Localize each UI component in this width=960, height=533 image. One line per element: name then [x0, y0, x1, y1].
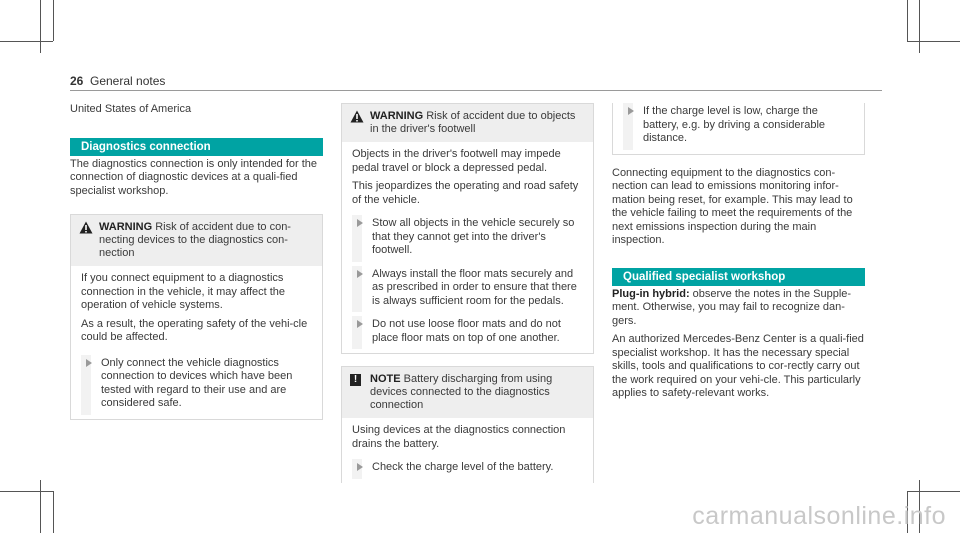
watermark: carmanualsonline.info [692, 502, 946, 530]
emissions-paragraph: Connecting equipment to the diagnostics con-nection can lead to emissions monitoring infor-mation being reset, for example. This may lead to the vehicle failing to meet the requirements of the next emissions inspection during the main inspection. [612, 166, 853, 246]
instruction-step [352, 217, 583, 258]
plugin-hybrid-text: observe the notes in the Supple-ment. Otherwise, you may fail to recognize dan-gers. [612, 287, 852, 327]
warning-title: Risk of accident due to con-necting devices to the diagnostics con-nection [99, 221, 291, 259]
note-body [613, 103, 864, 154]
note-box [341, 366, 594, 483]
step-arrow-icon [357, 270, 363, 278]
section-heading-diagnostics: Diagnostics connection [70, 138, 323, 156]
note-title: Battery discharging from using devices connected to the diagnostics connection [370, 373, 553, 411]
warning-label: WARNING [99, 221, 153, 233]
instruction-step [352, 318, 583, 345]
column-2 [341, 103, 594, 483]
step-text: Check the charge level of the battery. [372, 461, 554, 473]
step-text: Only connect the vehicle diagnostics connection to devices which have been tested with regard to their use and are considered safe. [101, 356, 293, 409]
step-text: If the charge level is low, charge the battery, e.g. by driving a considerable distance. [643, 105, 826, 144]
step-arrow-icon [357, 463, 363, 471]
warning-body [71, 266, 322, 419]
warning-title: Risk of accident due to objects in the driver's footwell [370, 110, 576, 135]
section-heading-qualified-workshop: Qualified specialist workshop [612, 268, 865, 286]
plugin-hybrid-paragraph [612, 288, 865, 329]
step-arrow-icon [357, 320, 363, 328]
note-label: NOTE [370, 373, 401, 385]
note-body [342, 418, 593, 483]
warning-paragraph: If you connect equipment to a diagnostics connection in the vehicle, it may affect the operation of vehicle systems. [81, 272, 286, 311]
column-3 [612, 103, 865, 401]
note-box-continued [612, 103, 865, 155]
exclamation-icon: ! [350, 374, 361, 386]
diagnostics-text: The diagnostics connection is only intended for the connection of diagnostic devices at a quali-fied specialist workshop. [70, 157, 318, 197]
region-label: United States of America [70, 103, 192, 115]
step-arrow-icon [628, 107, 634, 115]
plugin-hybrid-label: Plug-in hybrid: [612, 287, 690, 300]
page-number: 26 [70, 74, 84, 88]
warning-header [342, 104, 593, 142]
warning-paragraph: This jeopardizes the operating and road safety of the vehicle. [352, 180, 579, 206]
instruction-step [81, 357, 312, 411]
step-arrow-icon [357, 219, 363, 227]
step-text: Always install the floor mats securely and as prescribed in order to ensure that there is always sufficient room for the pedals. [372, 267, 577, 307]
warning-paragraph: As a result, the operating safety of the vehi-cle could be affected. [81, 317, 308, 343]
warning-body [342, 142, 593, 353]
column-1 [70, 103, 323, 420]
warning-paragraph: Objects in the driver's footwell may impede pedal travel or block a depressed pedal. [352, 148, 561, 174]
step-arrow-icon [86, 359, 92, 367]
step-text: Stow all objects in the vehicle securely so that they cannot get into the driver's footwell. [372, 217, 575, 256]
warning-box [70, 214, 323, 420]
note-paragraph: Using devices at the diagnostics connection drains the battery. [352, 424, 566, 450]
step-text: Do not use loose floor mats and do not place floor mats on top of one another. [372, 318, 561, 344]
warning-box [341, 103, 594, 354]
warning-triangle-icon [350, 110, 364, 123]
workshop-paragraph: An authorized Mercedes-Benz Center is a quali-fied specialist workshop. It has the necessary special skills, tools and qualifications to cor-rectly carry out the work required on your vehi-cle. This particularly applies to safety-relevant works. [612, 333, 864, 399]
warning-label: WARNING [370, 110, 424, 122]
warning-triangle-icon [79, 221, 93, 234]
instruction-step [352, 268, 583, 309]
instruction-step [623, 105, 854, 146]
header-rule [70, 90, 882, 91]
section-title: General notes [90, 74, 166, 88]
warning-header [71, 215, 322, 266]
instruction-step [352, 461, 583, 475]
note-header [342, 367, 593, 418]
